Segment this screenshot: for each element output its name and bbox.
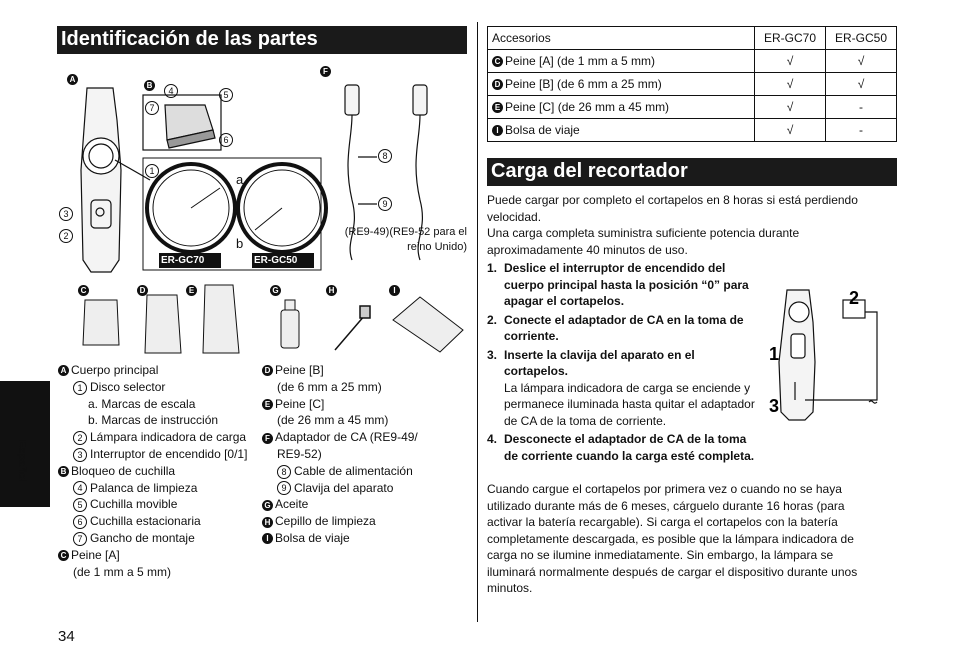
callout-7: 7 [145, 101, 159, 115]
legend-item: 8 Cable de alimentación [262, 463, 418, 480]
table-row: I Bolsa de viaje √ - [488, 119, 897, 142]
legend-item: a. Marcas de escala [88, 396, 196, 411]
charging-diagram [765, 282, 895, 422]
legend-item: A Cuerpo principal [58, 362, 247, 379]
legend-item: 1 Disco selector [58, 379, 247, 396]
callout-5: 5 [219, 88, 233, 102]
legend-item: 4 Palanca de limpieza [58, 480, 247, 497]
badge-f: F [320, 66, 331, 77]
table-row: E Peine [C] (de 26 mm a 45 mm) √ - [488, 96, 897, 119]
model-label-gc70: ER-GC70 [161, 255, 205, 266]
label-lower-a: a [236, 172, 244, 187]
legend-item: H Cepillo de limpieza [262, 513, 418, 530]
dial-gc50 [238, 164, 326, 252]
legend-item: 5 Cuchilla movible [58, 496, 247, 513]
badge-c: C [78, 285, 89, 296]
diagram-step-1: 1 [769, 344, 780, 364]
badge-a: A [67, 74, 78, 85]
section-title-parts: Identificación de las partes [57, 26, 467, 54]
section-title-charging: Carga del recortador [487, 158, 897, 186]
travel-pouch-illustration [393, 297, 463, 352]
label-lower-b: b [236, 236, 244, 251]
badge-b: B [144, 80, 155, 91]
legend-item: 2 Lámpara indicadora de carga [58, 429, 247, 446]
step-item: 4. Desconecte el adaptador de CA de la toma de corriente cuando la carga esté completa. [487, 432, 755, 463]
legend-item: (de 6 mm a 25 mm) [277, 379, 382, 394]
language-label: Español [16, 440, 28, 483]
dial-gc70 [147, 164, 235, 252]
legend-column-2 [262, 362, 418, 547]
legend-item: (de 1 mm a 5 mm) [73, 564, 172, 579]
plug-caption: (RE9-49)(RE9-52 para el reino Unido) [344, 226, 467, 253]
legend-item: b. Marcas de instrucción [88, 413, 219, 428]
legend-item: 3 Interruptor de encendido [0/1] [58, 446, 247, 463]
legend-item: E Peine [C] [262, 396, 418, 413]
table-header-row: Accesorios ER-GC70 ER-GC50 [488, 27, 897, 50]
legend-item: RE9-52) [277, 446, 322, 461]
callout-9: 9 [378, 197, 392, 211]
comb-c-illustration [203, 285, 239, 353]
legend-item: 7 Gancho de montaje [58, 530, 247, 547]
oil-bottle-illustration [281, 300, 299, 348]
table-row: C Peine [A] (de 1 mm a 5 mm) √ √ [488, 50, 897, 73]
charging-steps [487, 260, 762, 466]
badge-h: H [326, 285, 337, 296]
legend-item: F Adaptador de CA (RE9-49/ [262, 429, 418, 446]
legend-item: I Bolsa de viaje [262, 530, 418, 547]
badge-g: G [270, 285, 281, 296]
diagram-step-3: 3 [769, 396, 780, 416]
model-label-gc50: ER-GC50 [254, 255, 298, 266]
callout-2: 2 [59, 229, 73, 243]
page-number: 34 [58, 628, 75, 645]
legend-column-1 [58, 362, 247, 580]
legend-item: D Peine [B] [262, 362, 418, 379]
parts-figure [55, 60, 475, 360]
legend-item: (de 26 mm a 45 mm) [277, 413, 389, 428]
intro-paragraph-1: Puede cargar por completo el cortapelos en 8 horas si está perdiendo velocidad. [487, 193, 858, 224]
legend-item: B Bloqueo de cuchilla [58, 463, 247, 480]
legend-item: 6 Cuchilla estacionaria [58, 513, 247, 530]
closing-paragraph: Cuando cargue el cortapelos por primera vez o cuando no se haya utilizado durante más de 6 meses, cárguelo durante 16 horas (para activar la batería recargable). Si carga el cortapelos con la batería completamente descargada, es posible que la lámpara indicadora de carga no se ilumine inmediatamente. Sin embargo, la lámpara se iluminará normalmente después de cargar el dispositivo durante unos minutos. [487, 482, 858, 595]
diagram-step-2: 2 [849, 288, 860, 308]
callout-6: 6 [219, 133, 233, 147]
callout-4: 4 [164, 84, 178, 98]
legend-item: G Aceite [262, 496, 418, 513]
table-row: D Peine [B] (de 6 mm a 25 mm) √ √ [488, 73, 897, 96]
comb-b-illustration [145, 295, 181, 353]
legend-item: 9 Clavija del aparato [262, 480, 418, 497]
legend-item: C Peine [A] [58, 547, 247, 564]
comb-a-illustration [83, 300, 119, 345]
step-item: 2. Conecte el adaptador de CA en la toma de corriente. [487, 312, 744, 343]
step-item: 1. Deslice el interruptor de encendido del cuerpo principal hasta la posición “0” para apagar el cortapelos. [487, 261, 749, 308]
callout-8: 8 [378, 149, 392, 163]
callout-1: 1 [145, 164, 159, 178]
column-divider [477, 22, 478, 622]
intro-paragraph-2: Una carga completa suministra suficiente potencia durante aproximadamente 40 minutos de uso. [487, 226, 800, 257]
badge-i: I [389, 285, 400, 296]
step-item: 3. Inserte la clavija del aparato en el cortapelos. La lámpara indicadora de carga se enciende y permanece iluminada hasta quitar el adaptador de CA de la toma de corriente. [487, 347, 755, 428]
accessories-table [487, 26, 897, 142]
badge-e: E [186, 285, 197, 296]
main-body-illustration [81, 88, 150, 272]
callout-3: 3 [59, 207, 73, 221]
cleaning-brush-illustration [335, 306, 370, 350]
badge-d: D [137, 285, 148, 296]
